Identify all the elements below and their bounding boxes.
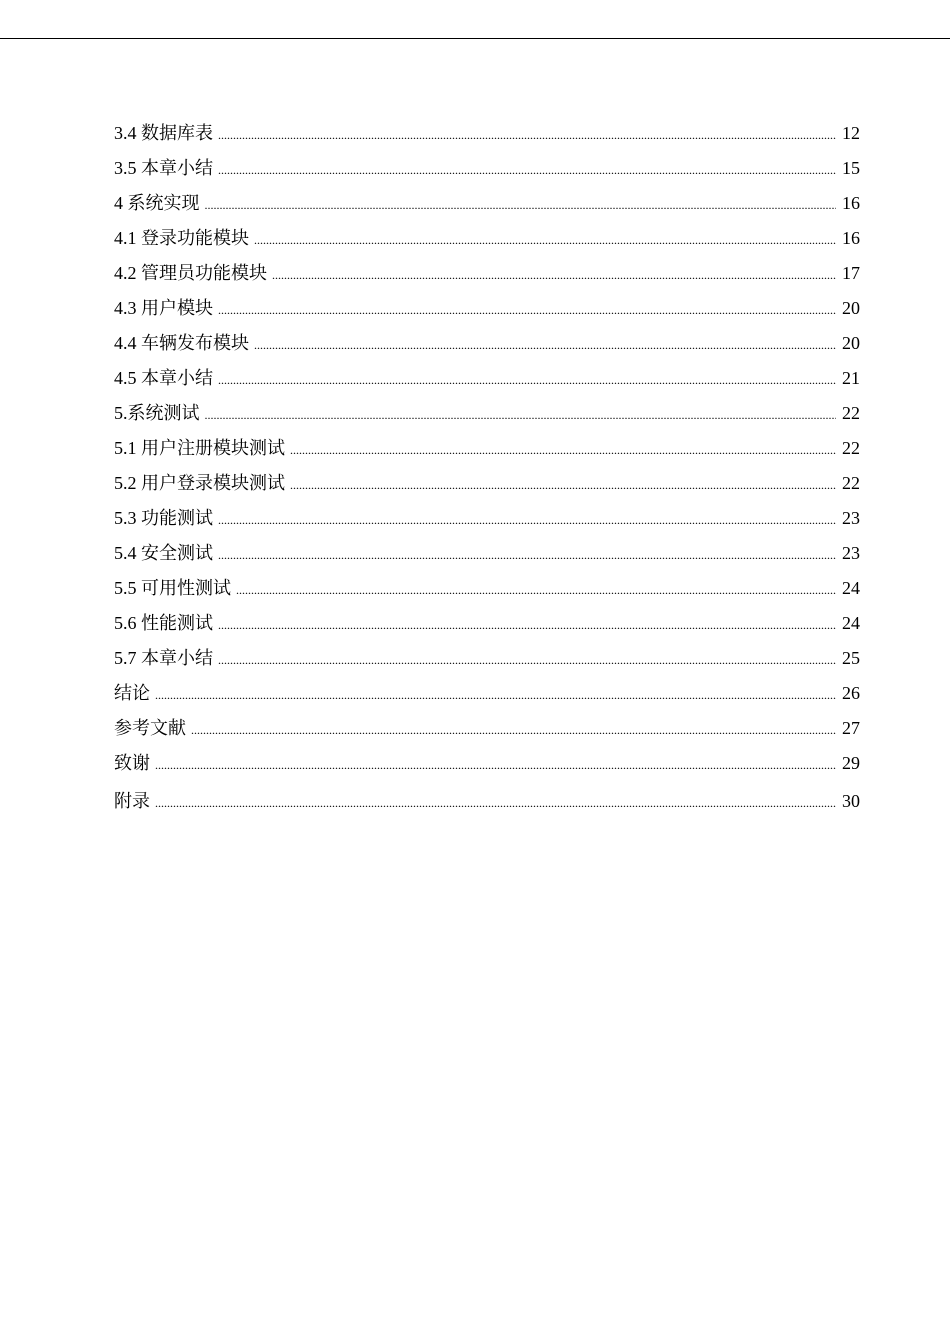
toc-dot-leader	[205, 188, 837, 223]
toc-entry[interactable]	[114, 116, 860, 151]
toc-entry-page: 22	[842, 438, 860, 458]
table-of-contents	[114, 116, 860, 819]
toc-entry-title: 4.4 车辆发布模块	[114, 333, 249, 353]
toc-entry[interactable]	[114, 571, 860, 606]
toc-dot-leader	[155, 786, 836, 821]
header-rule	[0, 38, 950, 39]
toc-entry-title: 5.5 可用性测试	[114, 578, 231, 598]
toc-entry-page: 16	[842, 193, 860, 213]
toc-entry-page: 17	[842, 263, 860, 283]
toc-entry[interactable]	[114, 291, 860, 326]
toc-entry[interactable]	[114, 536, 860, 571]
toc-entry-page: 21	[842, 368, 860, 388]
toc-entry[interactable]	[114, 256, 860, 291]
toc-dot-leader	[218, 643, 836, 678]
toc-entry[interactable]	[114, 326, 860, 361]
toc-entry[interactable]	[114, 606, 860, 641]
toc-entry[interactable]	[114, 676, 860, 711]
toc-entry[interactable]	[114, 746, 860, 781]
toc-dot-leader	[254, 328, 836, 363]
toc-entry-title: 5.2 用户登录模块测试	[114, 473, 285, 493]
toc-dot-leader	[191, 713, 836, 748]
toc-entry-title: 4.3 用户模块	[114, 298, 213, 318]
toc-entry-page: 30	[842, 791, 860, 811]
toc-entry[interactable]	[114, 501, 860, 536]
toc-dot-leader	[254, 223, 836, 258]
toc-entry-title: 致谢	[114, 753, 150, 773]
toc-entry-title: 4 系统实现	[114, 193, 200, 213]
toc-entry-page: 16	[842, 228, 860, 248]
toc-entry-page: 29	[842, 753, 860, 773]
toc-dot-leader	[155, 748, 836, 783]
toc-dot-leader	[218, 363, 836, 398]
toc-entry-title: 4.2 管理员功能模块	[114, 263, 267, 283]
toc-dot-leader	[218, 503, 836, 538]
toc-dot-leader	[155, 678, 836, 713]
toc-dot-leader	[205, 398, 837, 433]
toc-entry-page: 24	[842, 578, 860, 598]
toc-entry-title: 5.6 性能测试	[114, 613, 213, 633]
toc-entry[interactable]	[114, 784, 860, 819]
toc-dot-leader	[290, 468, 836, 503]
toc-entry-page: 22	[842, 403, 860, 423]
toc-entry-title: 3.4 数据库表	[114, 123, 213, 143]
toc-entry[interactable]	[114, 221, 860, 256]
toc-dot-leader	[218, 293, 836, 328]
toc-entry-page: 25	[842, 648, 860, 668]
toc-dot-leader	[218, 118, 836, 153]
toc-entry-page: 23	[842, 508, 860, 528]
toc-entry-title: 4.5 本章小结	[114, 368, 213, 388]
toc-dot-leader	[236, 573, 836, 608]
toc-entry-title: 附录	[114, 791, 150, 811]
toc-entry[interactable]	[114, 186, 860, 221]
toc-entry-page: 15	[842, 158, 860, 178]
toc-entry[interactable]	[114, 711, 860, 746]
toc-dot-leader	[272, 258, 836, 293]
toc-entry-title: 3.5 本章小结	[114, 158, 213, 178]
toc-entry-page: 24	[842, 613, 860, 633]
toc-entry-page: 20	[842, 333, 860, 353]
toc-entry-page: 12	[842, 123, 860, 143]
toc-entry[interactable]	[114, 641, 860, 676]
toc-entry-title: 5.3 功能测试	[114, 508, 213, 528]
toc-dot-leader	[218, 153, 836, 188]
toc-entry-title: 5.7 本章小结	[114, 648, 213, 668]
toc-entry-title: 结论	[114, 683, 150, 703]
toc-entry-page: 26	[842, 683, 860, 703]
toc-entry[interactable]	[114, 396, 860, 431]
toc-entry[interactable]	[114, 151, 860, 186]
toc-entry-page: 22	[842, 473, 860, 493]
toc-dot-leader	[218, 538, 836, 573]
toc-entry-page: 23	[842, 543, 860, 563]
toc-entry-title: 5.1 用户注册模块测试	[114, 438, 285, 458]
toc-entry-title: 参考文献	[114, 718, 186, 738]
toc-entry-title: 4.1 登录功能模块	[114, 228, 249, 248]
toc-entry-page: 27	[842, 718, 860, 738]
toc-entry-page: 20	[842, 298, 860, 318]
toc-dot-leader	[218, 608, 836, 643]
toc-entry-title: 5.系统测试	[114, 403, 200, 423]
toc-entry[interactable]	[114, 431, 860, 466]
toc-entry[interactable]	[114, 361, 860, 396]
toc-entry-title: 5.4 安全测试	[114, 543, 213, 563]
toc-dot-leader	[290, 433, 836, 468]
toc-entry[interactable]	[114, 466, 860, 501]
